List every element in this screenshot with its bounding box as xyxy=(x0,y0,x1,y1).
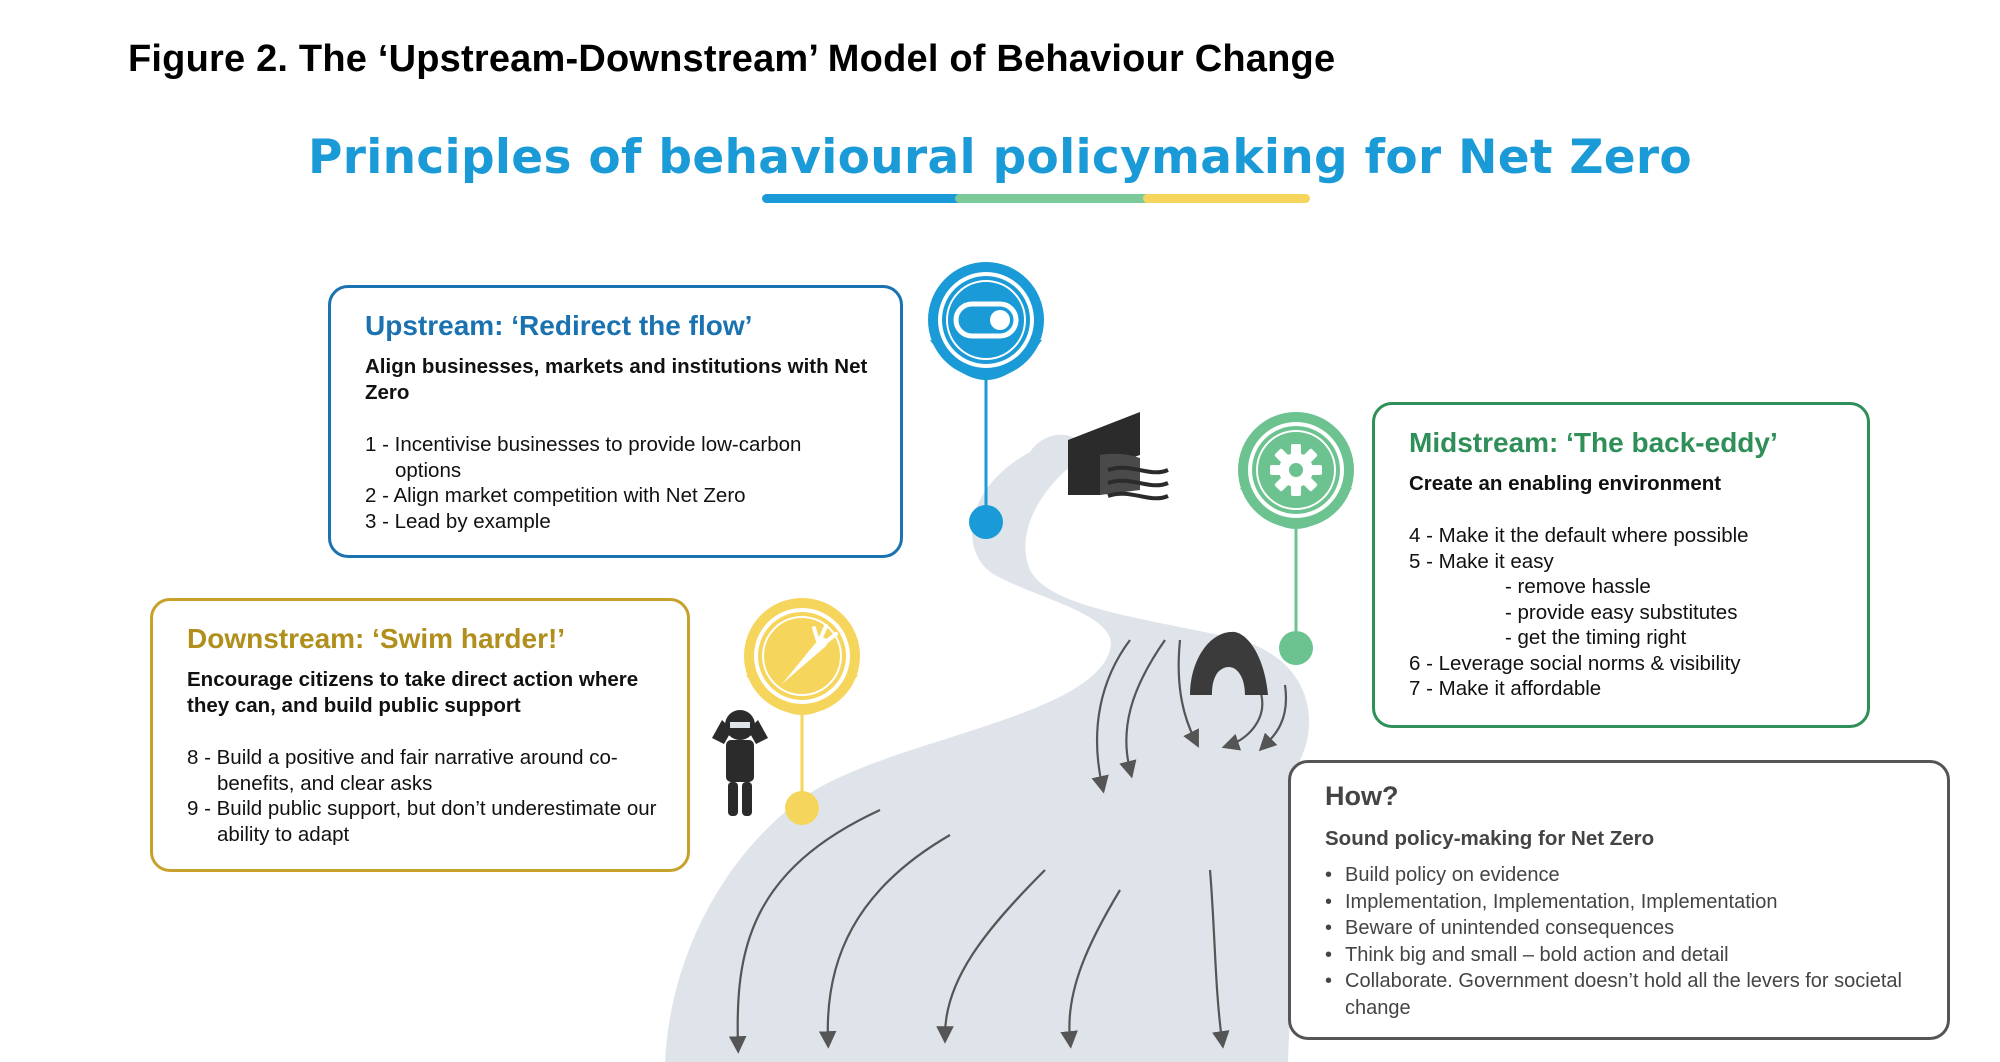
upstream-heading: Upstream: ‘Redirect the flow’ xyxy=(365,310,753,341)
swimmer-icon xyxy=(712,710,768,816)
dam-icon xyxy=(1068,412,1168,498)
list-item: 8 - Build a positive and fair narrative around co-benefits, and clear asks xyxy=(187,746,618,795)
midstream-pin xyxy=(1238,412,1354,665)
list-item: 4 - Make it the default where possible xyxy=(1409,524,1749,547)
list-item: 6 - Leverage social norms & visibility xyxy=(1409,651,1741,675)
list-item: 2 - Align market competition with Net Zero xyxy=(365,484,746,507)
downstream-list xyxy=(187,745,657,847)
main-title: Principles of behavioural policymaking for Net Zero xyxy=(307,130,1692,185)
gear-icon xyxy=(1270,444,1322,496)
downstream-box xyxy=(150,598,690,872)
how-subheading: Sound policy-making for Net Zero xyxy=(1325,827,1655,850)
list-item: - remove hassle xyxy=(1505,575,1651,598)
list-item: • Collaborate. Government doesn’t hold all the levers for societal change xyxy=(1325,968,1917,1021)
how-bullet-list xyxy=(1325,862,1917,1021)
upstream-box xyxy=(328,285,903,558)
upstream-list xyxy=(365,432,870,534)
list-item: • Beware of unintended consequences xyxy=(1325,915,1917,942)
list-item: 1 - Incentivise businesses to provide low-carbon options xyxy=(365,433,802,482)
midstream-sublist xyxy=(1409,574,1837,651)
how-heading: How? xyxy=(1325,781,1399,811)
midstream-list-continued xyxy=(1409,651,1837,702)
upstream-subheading: Align businesses, markets and institutions with Net Zero xyxy=(365,355,868,404)
midstream-box xyxy=(1372,402,1870,728)
list-item: 3 - Lead by example xyxy=(365,509,551,533)
list-item: - get the timing right xyxy=(1505,626,1687,649)
how-box xyxy=(1288,760,1950,1040)
list-item: - provide easy substitutes xyxy=(1505,600,1738,624)
list-item: • Build policy on evidence xyxy=(1325,862,1917,889)
list-item: • Implementation, Implementation, Implementation xyxy=(1325,889,1917,916)
midstream-list xyxy=(1409,523,1837,574)
list-item: 9 - Build public support, but don’t underestimate our ability to adapt xyxy=(187,797,657,846)
list-item: 7 - Make it affordable xyxy=(1409,677,1602,700)
downstream-subheading: Encourage citizens to take direct action where they can, and build public support xyxy=(187,668,639,717)
midstream-subheading: Create an enabling environment xyxy=(1409,472,1722,495)
list-item: 5 - Make it easy xyxy=(1409,549,1554,573)
downstream-heading: Downstream: ‘Swim harder!’ xyxy=(187,623,566,654)
midstream-heading: Midstream: ‘The back-eddy’ xyxy=(1409,427,1778,458)
list-item: • Think big and small – bold action and detail xyxy=(1325,942,1917,969)
figure-title: Figure 2. The ‘Upstream-Downstream’ Model of Behaviour Change xyxy=(128,38,1336,80)
